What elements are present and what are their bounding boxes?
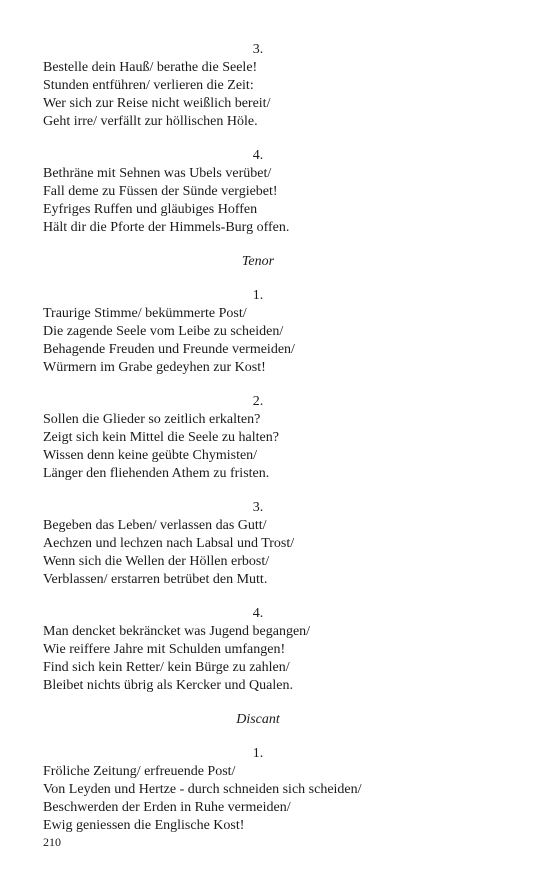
verse-line: Behagende Freuden und Freunde vermeiden/ xyxy=(43,342,295,357)
verse-line: Find sich kein Retter/ kein Bürge zu zahlen/ xyxy=(43,660,290,675)
verse-line: Wie reiffere Jahre mit Schulden umfangen! xyxy=(43,642,286,657)
stanza xyxy=(43,499,473,589)
verse-line: Ewig geniessen die Englische Kost! xyxy=(43,818,245,833)
stanza-number: 2. xyxy=(252,394,264,409)
verse-line: Beschwerden der Erden in Ruhe vermeiden/ xyxy=(43,800,291,815)
verse-line: Zeigt sich kein Mittel die Seele zu halten? xyxy=(43,430,279,445)
verse-line: Hält dir die Pforte der Himmels-Burg offen. xyxy=(43,220,290,235)
verse-line: Von Leyden und Hertze - durch schneiden sich scheiden/ xyxy=(43,782,362,797)
stanza-number: 4. xyxy=(252,148,264,163)
stanza-number: 1. xyxy=(252,288,264,303)
verse-line: Die zagende Seele vom Leibe zu scheiden/ xyxy=(43,324,284,339)
stanza-number: 3. xyxy=(252,42,264,57)
stanza xyxy=(43,393,473,483)
stanza xyxy=(43,605,473,695)
verse-line: Fall deme zu Füssen der Sünde vergiebet! xyxy=(43,184,278,199)
verse-line: Begeben das Leben/ verlassen das Gutt/ xyxy=(43,518,267,533)
verse-line: Traurige Stimme/ bekümmerte Post/ xyxy=(43,306,247,321)
stanza xyxy=(43,745,473,835)
verse-line: Bethräne mit Sehnen was Ubels verübet/ xyxy=(43,166,272,181)
poem-text xyxy=(43,41,473,835)
verse-line: Länger den fliehenden Athem zu fristen. xyxy=(43,466,270,481)
stanza xyxy=(43,147,473,237)
verse-line: Fröliche Zeitung/ erfreuende Post/ xyxy=(43,764,236,779)
verse-line: Bestelle dein Hauß/ berathe die Seele! xyxy=(43,60,258,75)
section-heading-discant: Discant xyxy=(236,712,280,727)
stanza-number: 3. xyxy=(252,500,264,515)
verse-line: Wer sich zur Reise nicht weißlich bereit/ xyxy=(43,96,271,111)
verse-line: Wenn sich die Wellen der Höllen erbost/ xyxy=(43,554,270,569)
stanza xyxy=(43,287,473,377)
page-number: 210 xyxy=(43,835,61,849)
verse-line: Bleibet nichts übrig als Kercker und Qualen. xyxy=(43,678,293,693)
section-heading-tenor: Tenor xyxy=(241,254,275,269)
verse-line: Aechzen und lechzen nach Labsal und Trost/ xyxy=(43,536,295,551)
verse-line: Eyfriges Ruffen und gläubiges Hoffen xyxy=(43,202,258,217)
verse-line: Wissen denn keine geübte Chymisten/ xyxy=(43,448,258,463)
verse-line: Sollen die Glieder so zeitlich erkalten? xyxy=(43,412,261,427)
verse-line: Man dencket bekräncket was Jugend begangen/ xyxy=(43,624,311,639)
stanza-number: 4. xyxy=(252,606,264,621)
verse-line: Würmern im Grabe gedeyhen zur Kost! xyxy=(43,360,266,375)
verse-line: Verblassen/ erstarren betrübet den Mutt. xyxy=(43,572,268,587)
stanza xyxy=(43,41,473,131)
verse-line: Stunden entführen/ verlieren die Zeit: xyxy=(43,78,254,93)
verse-line: Geht irre/ verfällt zur höllischen Höle. xyxy=(43,114,258,129)
stanza-number: 1. xyxy=(252,746,264,761)
